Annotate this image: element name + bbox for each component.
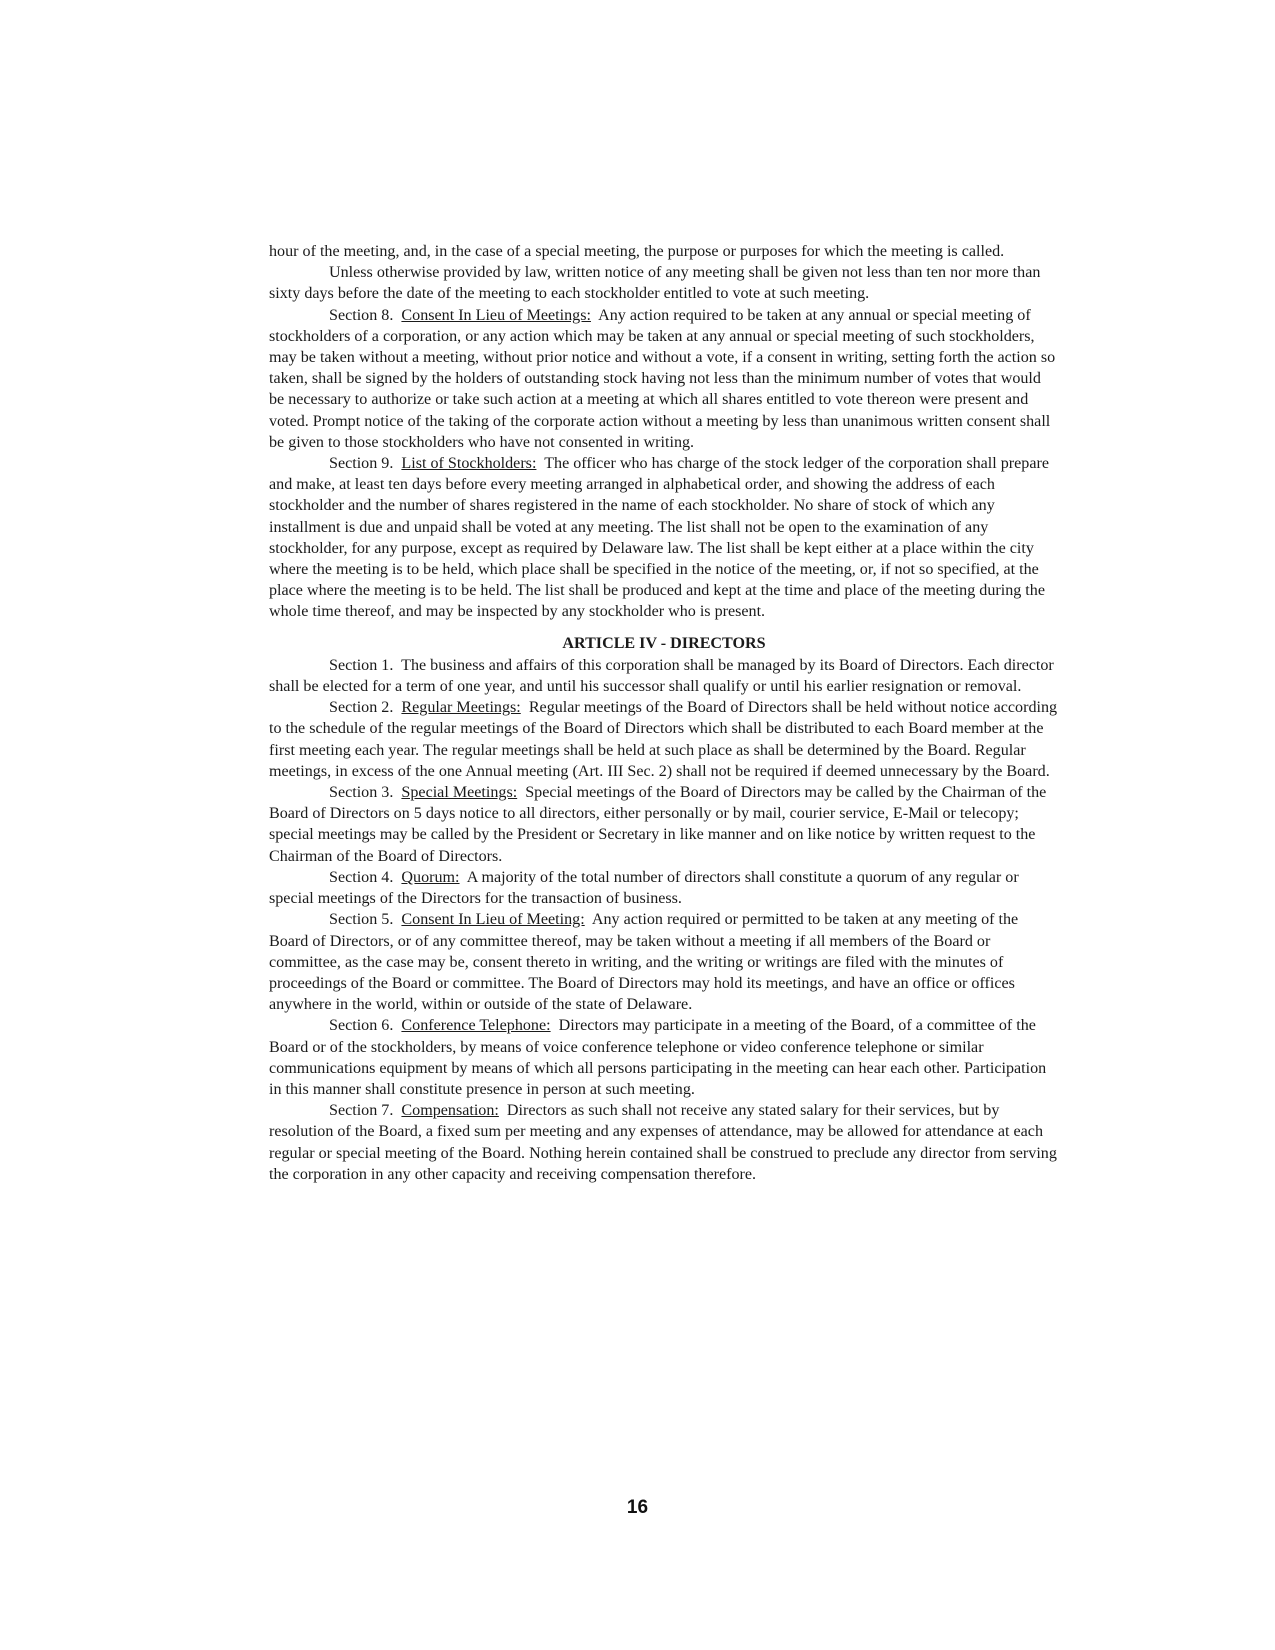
paragraph-section-8 <box>269 305 1059 453</box>
article-section-1-body: The business and affairs of this corporation shall be managed by its Board of Directors. Each director shall be elected for a term of one year, and until his successor shall qualify or until his earlier resignation or removal. <box>269 656 1054 696</box>
article-section-5-prefix: Section 5. <box>329 911 394 929</box>
article-section-7-prefix: Section 7. <box>329 1102 394 1120</box>
article-section-7-body: Directors as such shall not receive any stated salary for their services, but by resolution of the Board, a fixed sum per meeting and any expenses of attendance, may be allowed for attendance at each regular or special meeting of the Board. Nothing herein contained shall be construed to preclude any director from serving the corporation in any other capacity and receiving compensation therefore. <box>269 1102 1057 1183</box>
section-8-heading: Consent In Lieu of Meetings: <box>401 306 591 324</box>
section-9-body: The officer who has charge of the stock ledger of the corporation shall prepare and make, at least ten days before every meeting arranged in alphabetical order, and showing the address of each stockholder and the number of shares registered in the name of each stockholder. No share of stock of which any installment is due and unpaid shall be voted at any meeting. The list shall not be open to the examination of any stockholder, for any purpose, except as required by Delaware law. The list shall be kept either at a place within the city where the meeting is to be held, which place shall be specified in the notice of the meeting, or, if not so specified, at the place where the meeting is to be held. The list shall be produced and kept at the time and place of the meeting during the whole time thereof, and may be inspected by any stockholder who is present. <box>269 455 1050 621</box>
article-section-5-body: Any action required or permitted to be taken at any meeting of the Board of Directors, or of any committee thereof, may be taken without a meeting if all members of the Board or committee, as the case may be, consent thereto in writing, and the writing or writings are filed with the minutes of proceedings of the Board or committee. The Board of Directors may hold its meetings, and have an office or offices anywhere in the world, within or outside of the state of Delaware. <box>269 911 1019 1014</box>
article-section-6-heading: Conference Telephone: <box>401 1017 551 1035</box>
section-8-prefix: Section 8. <box>329 306 394 324</box>
article-section-5 <box>269 909 1059 1015</box>
page-number: 16 <box>626 1497 649 1518</box>
article-section-3-prefix: Section 3. <box>329 784 394 802</box>
article-section-3 <box>269 782 1059 867</box>
paragraph-section-9 <box>269 453 1059 623</box>
article-section-6-prefix: Section 6. <box>329 1017 394 1035</box>
article-section-6-body: Directors may participate in a meeting of the Board, of a committee of the Board or of the stockholders, by means of voice conference telephone or video conference telephone or similar communications equipment by means of which all persons participating in the meeting can hear each other. Participation in this manner shall constitute presence in person at such meeting. <box>269 1017 1047 1098</box>
paragraph-meeting-hour: hour of the meeting, and, in the case of a special meeting, the purpose or purposes for which the meeting is called. <box>269 243 1005 260</box>
article-section-2-body: Regular meetings of the Board of Directors shall be held without notice according to the schedule of the regular meetings of the Board of Directors which shall be distributed to each Board member at the first meeting each year. The regular meetings shall be held at such place as shall be determined by the Board. Regular meetings, in excess of the one Annual meeting (Art. III Sec. 2) shall not be required if deemed unnecessary by the Board. <box>269 699 1058 780</box>
article-section-3-heading: Special Meetings: <box>401 784 518 802</box>
article-section-2-heading: Regular Meetings: <box>401 699 521 717</box>
article-section-2-prefix: Section 2. <box>329 699 394 717</box>
article-section-7 <box>269 1100 1059 1185</box>
article-section-1-prefix: Section 1. <box>329 656 394 674</box>
article-title: ARTICLE IV - DIRECTORS <box>562 634 766 652</box>
article-section-2 <box>269 697 1059 782</box>
section-9-prefix: Section 9. <box>329 455 394 473</box>
article-section-7-heading: Compensation: <box>401 1102 499 1120</box>
section-9-heading: List of Stockholders: <box>401 455 537 473</box>
paragraph-written-notice: Unless otherwise provided by law, written notice of any meeting shall be given not less than ten nor more than sixty days before the date of the meeting to each stockholder entitled to vote at such meeting. <box>269 264 1041 303</box>
article-section-4-heading: Quorum: <box>401 868 460 886</box>
article-section-6 <box>269 1015 1059 1100</box>
article-section-5-heading: Consent In Lieu of Meeting: <box>401 911 585 929</box>
document-body <box>269 241 1059 1185</box>
article-section-4-body: A majority of the total number of directors shall constitute a quorum of any regular or special meetings of the Directors for the transaction of business. <box>269 868 1019 908</box>
article-section-3-body: Special meetings of the Board of Directors may be called by the Chairman of the Board of Directors on 5 days notice to all directors, either personally or by mail, courier service, E-Mail or telecopy; special meetings may be called by the President or Secretary in like manner and on like notice by written request to the Chairman of the Board of Directors. <box>269 784 1047 865</box>
article-section-4 <box>269 867 1059 909</box>
article-section-4-prefix: Section 4. <box>329 868 394 886</box>
section-8-body: Any action required to be taken at any annual or special meeting of stockholders of a corporation, or any action which may be taken at any annual or special meeting of such stockholders, may be taken without a meeting, without prior notice and without a vote, if a consent in writing, setting forth the action so taken, shall be signed by the holders of outstanding stock having not less than the minimum number of votes that would be necessary to authorize or take such action at a meeting at which all shares entitled to vote thereon were present and voted. Prompt notice of the taking of the corporate action without a meeting by less than unanimous written consent shall be given to those stockholders who have not consented in writing. <box>269 306 1056 451</box>
article-section-1 <box>269 655 1059 697</box>
